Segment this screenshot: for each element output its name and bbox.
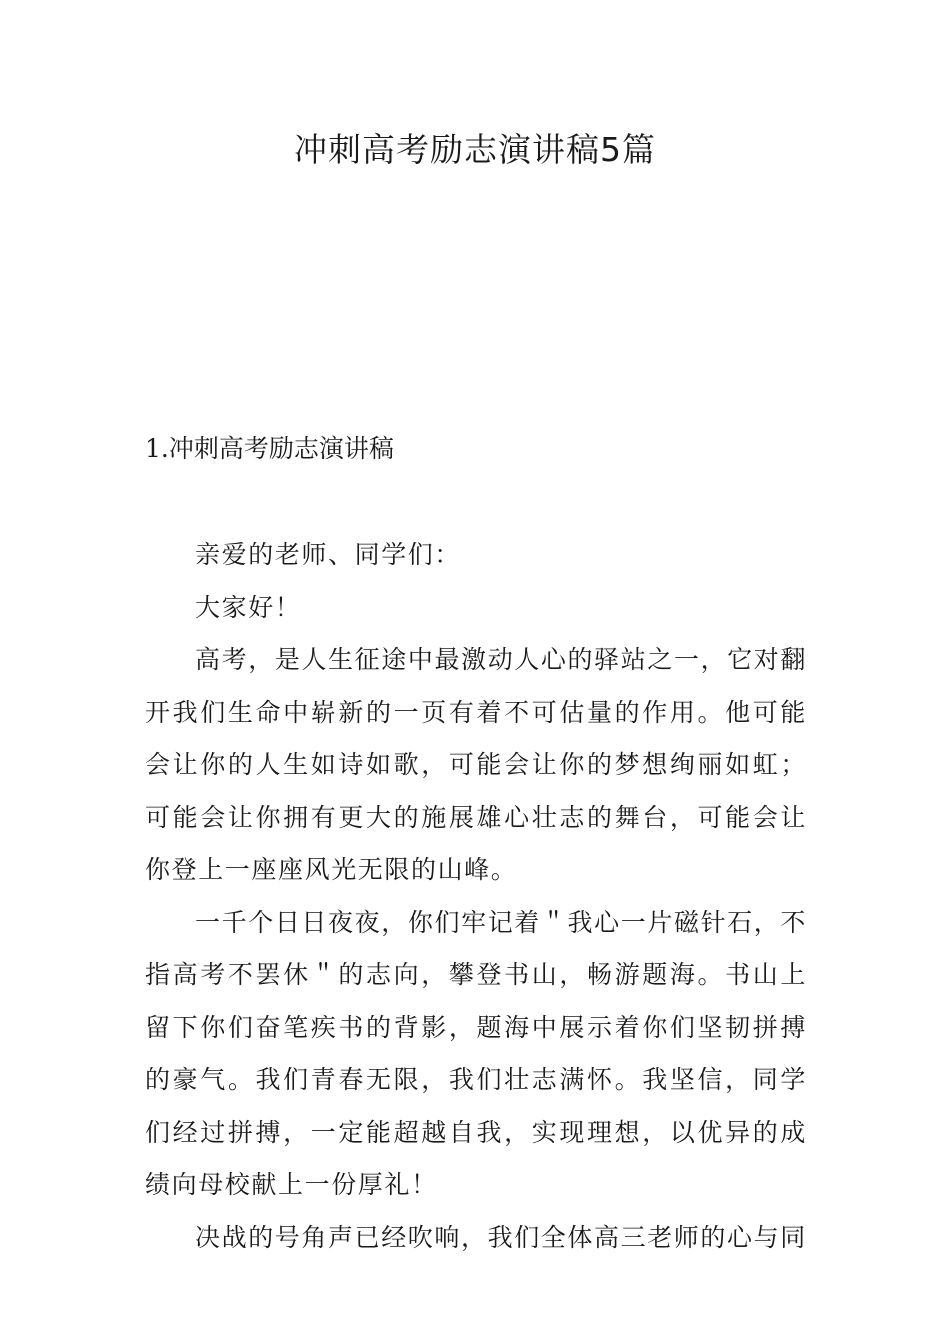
body-paragraph: 决战的号角声已经吹响，我们全体高三老师的心与同 <box>195 1222 807 1252</box>
speech-body <box>145 529 807 1264</box>
greeting-paragraph: 亲爱的老师、同学们： <box>195 540 462 569</box>
body-paragraph: 一千个日日夜夜，你们牢记着＂我心一片磁针石，不指高考不罢休＂的志向，攀登书山，畅游题海。书山上留下你们奋笔疾书的背影，题海中展示着你们坚韧拼搏的豪气。我们青春无限，我们壮志满怀。我坚信，同学们经过拼搏，一定能超越自我，实现理想，以优异的成绩向母校献上一份厚礼！ <box>145 907 807 1199</box>
section-heading: 1.冲刺高考励志演讲稿 <box>145 434 394 463</box>
body-paragraph: 高考，是人生征途中最激动人心的驿站之一，它对翻开我们生命中崭新的一页有着不可估量的作用。他可能会让你的人生如诗如歌，可能会让你的梦想绚丽如虹；可能会让你拥有更大的施展雄心壮志的舞台，可能会让你登上一座座风光无限的山峰。 <box>145 645 807 884</box>
document-title: 冲刺高考励志演讲稿5篇 <box>294 130 656 169</box>
salutation-paragraph: 大家好！ <box>195 592 302 622</box>
